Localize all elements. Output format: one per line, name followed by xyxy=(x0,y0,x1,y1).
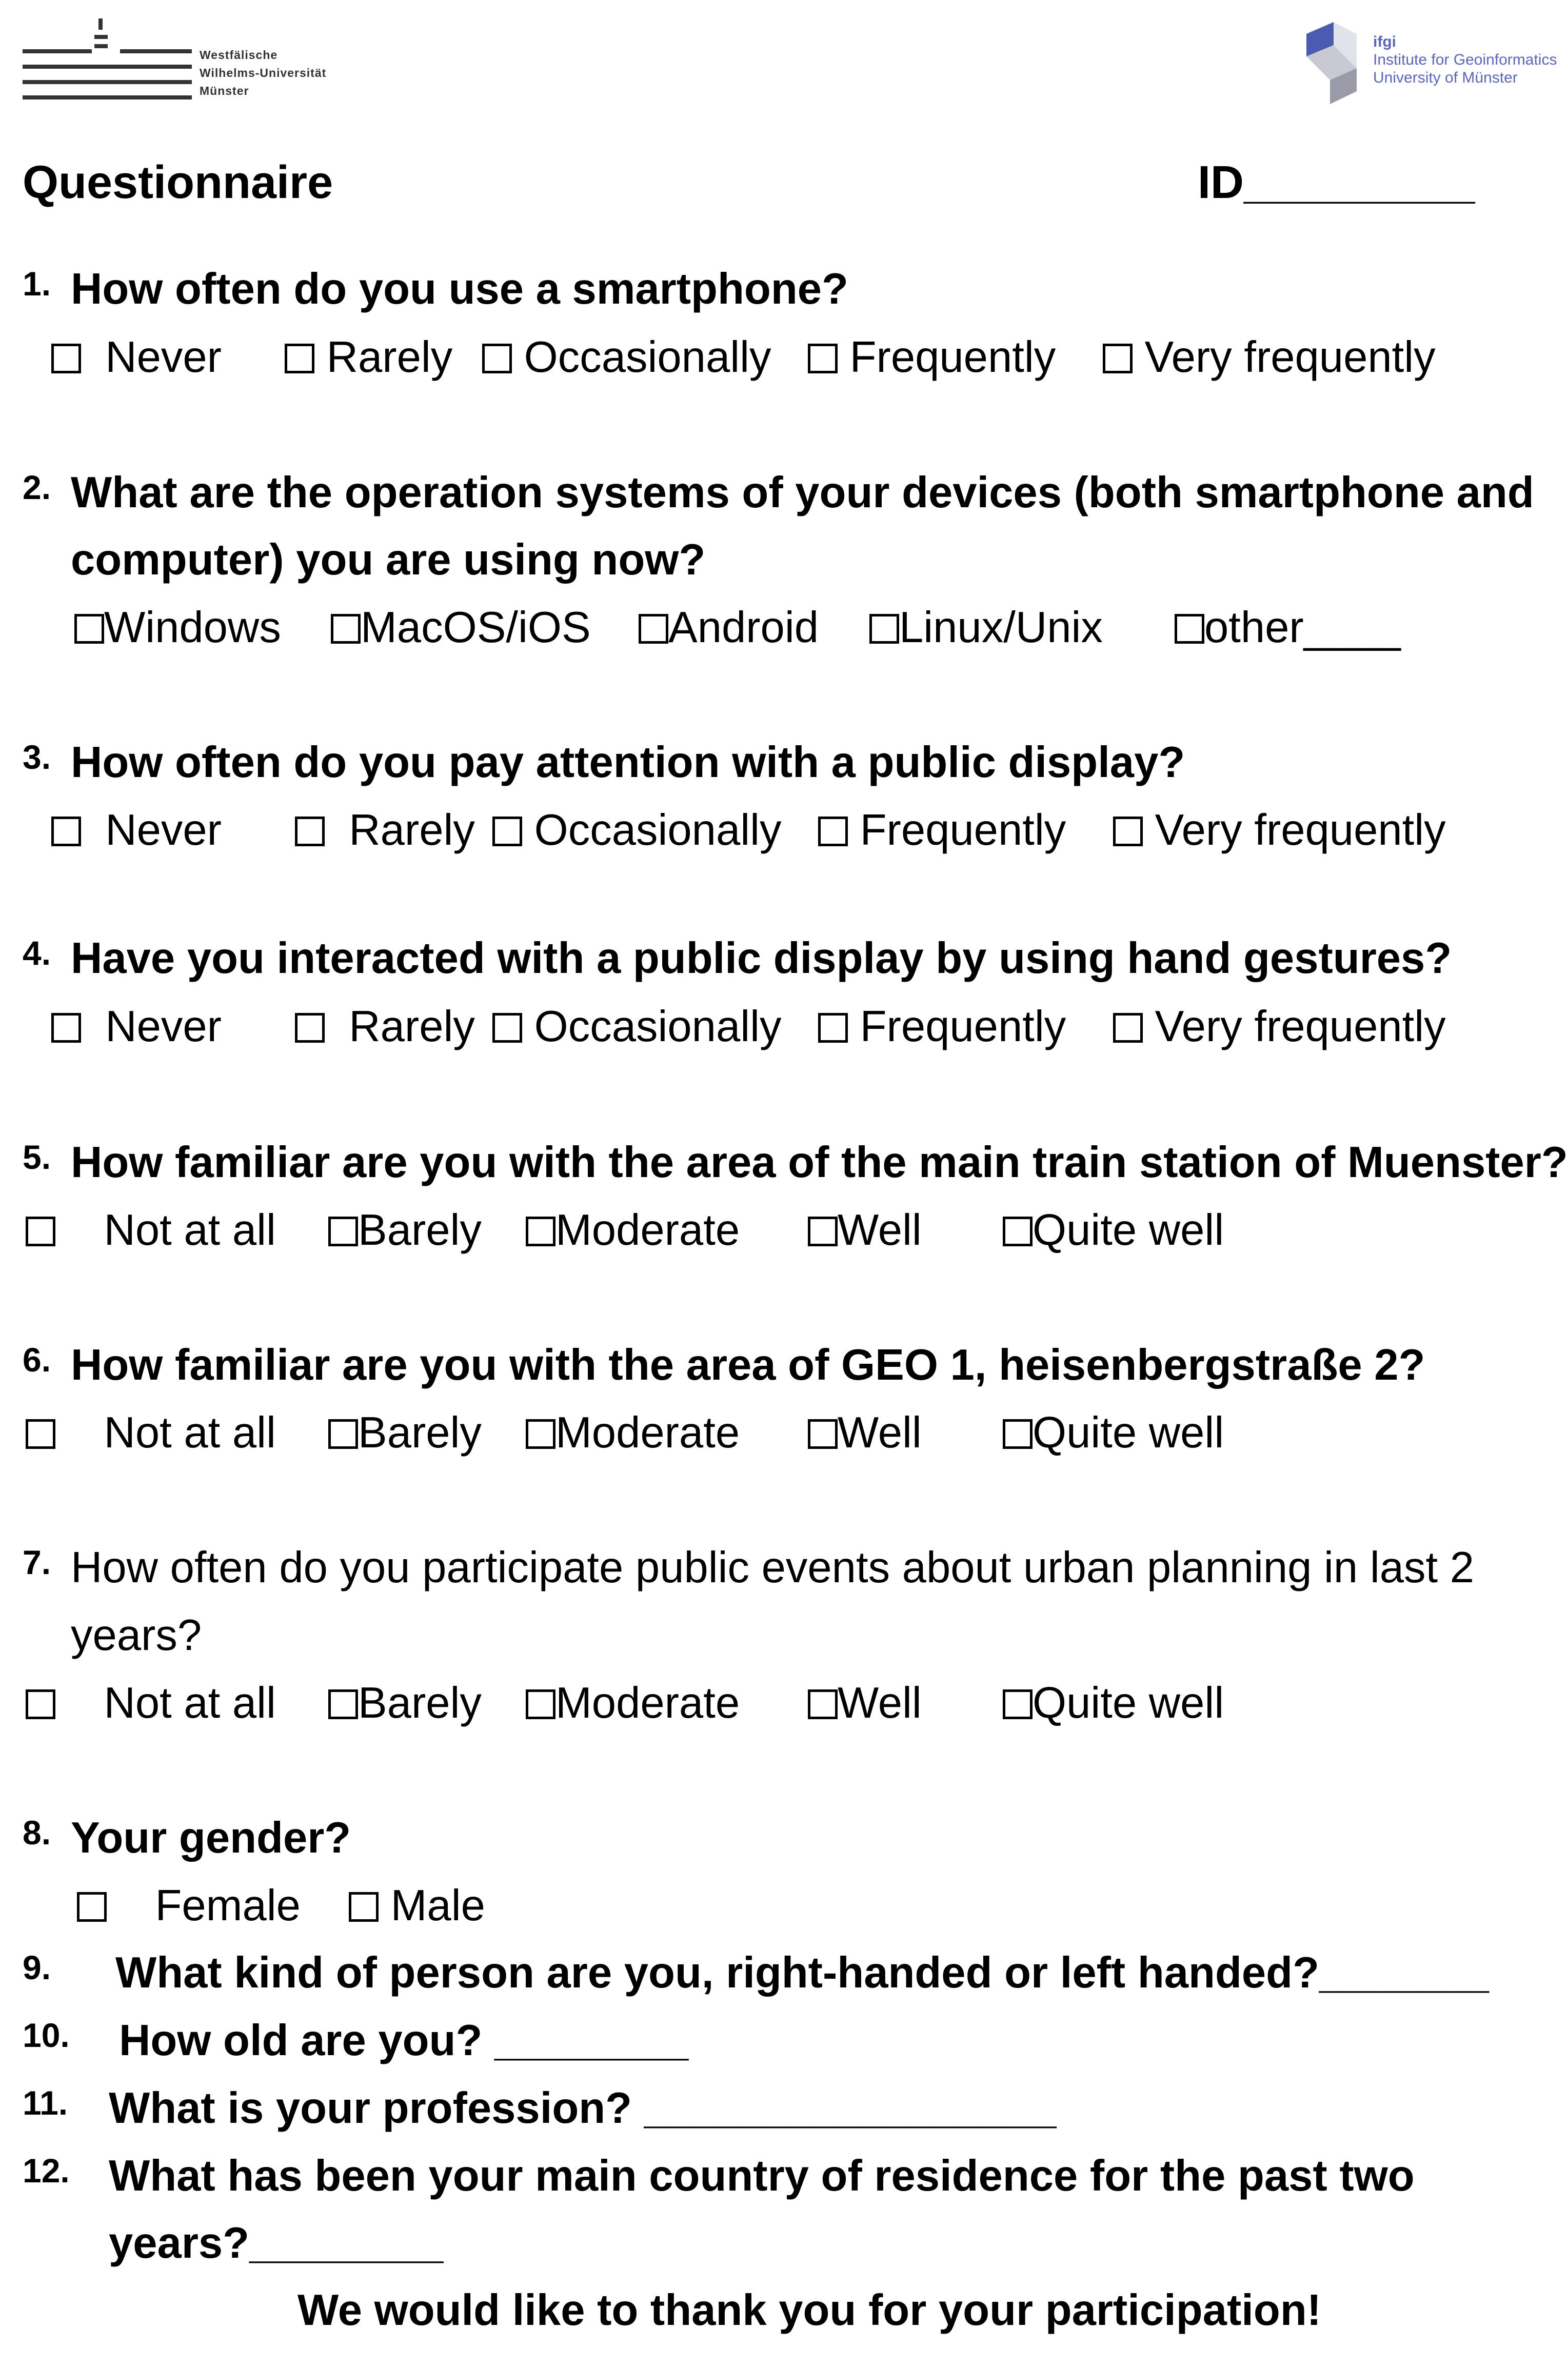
option-moderate[interactable]: Moderate xyxy=(526,1205,740,1256)
option-never[interactable]: Never xyxy=(51,1002,222,1052)
question-text: How familiar are you with the area of GEO 1, heisenbergstraße 2? xyxy=(71,1341,1425,1389)
question-text: computer) you are using now? xyxy=(71,535,706,584)
checkbox[interactable] xyxy=(526,1689,555,1719)
checkbox[interactable] xyxy=(285,344,314,373)
checkbox[interactable] xyxy=(808,344,838,373)
option-occasionally[interactable]: Occasionally xyxy=(482,332,771,383)
checkbox[interactable] xyxy=(818,817,848,846)
option-not-at-all[interactable]: Not at all xyxy=(26,1408,276,1458)
option-not-at-all[interactable]: Not at all xyxy=(26,1205,276,1256)
question-text: years? xyxy=(71,1611,202,1660)
checkbox[interactable] xyxy=(51,344,81,373)
checkbox[interactable] xyxy=(526,1217,555,1246)
option-frequently[interactable]: Frequently xyxy=(818,1002,1066,1052)
question-number: 5. xyxy=(23,1138,51,1176)
question-number: 7. xyxy=(23,1543,51,1581)
option-moderate[interactable]: Moderate xyxy=(526,1408,740,1458)
checkbox[interactable] xyxy=(1103,344,1133,373)
option-female[interactable]: Female xyxy=(77,1881,301,1931)
option-linux-unix[interactable]: Linux/Unix xyxy=(869,603,1103,653)
question-text: How often do you use a smartphone? xyxy=(71,265,848,313)
checkbox[interactable] xyxy=(526,1419,555,1449)
option-other[interactable]: other____ xyxy=(1175,603,1401,653)
checkbox[interactable] xyxy=(26,1689,55,1719)
question-text: What are the operation systems of your devices (both smartphone and xyxy=(71,468,1534,517)
checkbox[interactable] xyxy=(639,614,668,644)
ifgi-logo xyxy=(1305,19,1562,107)
checkbox[interactable] xyxy=(295,817,325,846)
option-windows[interactable]: Windows xyxy=(74,603,281,653)
checkbox[interactable] xyxy=(51,1013,81,1043)
option-male[interactable]: Male xyxy=(349,1881,485,1931)
checkbox[interactable] xyxy=(1113,1013,1143,1043)
question-number: 8. xyxy=(23,1814,51,1852)
option-quite-well[interactable]: Quite well xyxy=(1003,1678,1224,1728)
checkbox[interactable] xyxy=(26,1217,55,1246)
checkbox[interactable] xyxy=(1003,1689,1033,1719)
option-not-at-all[interactable]: Not at all xyxy=(26,1678,276,1728)
option-never[interactable]: Never xyxy=(51,805,222,855)
thank-you-note: We would like to thank you for your participation! xyxy=(297,2286,1322,2335)
question-text: Your gender? xyxy=(71,1814,351,1862)
checkbox[interactable] xyxy=(331,614,361,644)
question-number: 11. xyxy=(23,2084,68,2122)
question-text: How often do you pay attention with a public display? xyxy=(71,738,1185,787)
wwu-name: Westfälische Wilhelms-Universität Münster xyxy=(200,48,327,97)
checkbox[interactable] xyxy=(77,1892,107,1922)
option-rarely[interactable]: Rarely xyxy=(285,332,452,383)
option-rarely[interactable]: Rarely xyxy=(295,805,475,855)
question-number: 9. xyxy=(23,1948,51,1986)
checkbox[interactable] xyxy=(492,817,522,846)
checkbox[interactable] xyxy=(492,1013,522,1043)
checkbox[interactable] xyxy=(818,1013,848,1043)
question-text[interactable]: How old are you? ________ xyxy=(119,2016,689,2065)
checkbox[interactable] xyxy=(74,614,104,644)
checkbox[interactable] xyxy=(328,1689,358,1719)
page-title: Questionnaire xyxy=(23,157,333,208)
question-1 xyxy=(23,264,51,303)
option-frequently[interactable]: Frequently xyxy=(808,332,1056,383)
option-quite-well[interactable]: Quite well xyxy=(1003,1408,1224,1458)
option-very-frequently[interactable]: Very frequently xyxy=(1113,805,1446,855)
question-text: What has been your main country of residence for the past two xyxy=(109,2152,1415,2200)
option-well[interactable]: Well xyxy=(808,1678,922,1728)
question-number: 10. xyxy=(23,2016,70,2054)
option-android[interactable]: Android xyxy=(639,603,819,653)
question-text[interactable]: years?________ xyxy=(109,2219,444,2267)
option-very-frequently[interactable]: Very frequently xyxy=(1113,1002,1446,1052)
question-number: 3. xyxy=(23,738,51,776)
checkbox[interactable] xyxy=(349,1892,379,1922)
checkbox[interactable] xyxy=(328,1217,358,1246)
option-occasionally[interactable]: Occasionally xyxy=(492,805,782,855)
question-number: 6. xyxy=(23,1341,51,1379)
option-macos-ios[interactable]: MacOS/iOS xyxy=(331,603,591,653)
question-text: Have you interacted with a public display by using hand gestures? xyxy=(71,934,1452,983)
option-very-frequently[interactable]: Very frequently xyxy=(1103,332,1436,383)
wwu-logo xyxy=(23,14,351,102)
checkbox[interactable] xyxy=(26,1419,55,1449)
checkbox[interactable] xyxy=(328,1419,358,1449)
option-never[interactable]: Never xyxy=(51,332,222,383)
option-quite-well[interactable]: Quite well xyxy=(1003,1205,1224,1256)
ifgi-name: ifgi Institute for Geoinformatics University of Münster xyxy=(1373,33,1557,86)
checkbox[interactable] xyxy=(808,1689,838,1719)
checkbox[interactable] xyxy=(808,1419,838,1449)
checkbox[interactable] xyxy=(51,817,81,846)
option-rarely[interactable]: Rarely xyxy=(295,1002,475,1052)
checkbox[interactable] xyxy=(482,344,512,373)
checkbox[interactable] xyxy=(1003,1217,1033,1246)
checkbox[interactable] xyxy=(808,1217,838,1246)
option-well[interactable]: Well xyxy=(808,1205,922,1256)
question-text: How familiar are you with the area of the main train station of Muenster? xyxy=(71,1138,1568,1187)
question-text: How often do you participate public events about urban planning in last 2 xyxy=(71,1543,1474,1592)
question-text[interactable]: What kind of person are you, right-handed or left handed?_______ xyxy=(115,1948,1489,1997)
option-frequently[interactable]: Frequently xyxy=(818,805,1066,855)
ifgi-cube-icon xyxy=(1305,19,1362,107)
option-well[interactable]: Well xyxy=(808,1408,922,1458)
checkbox[interactable] xyxy=(1175,614,1204,644)
question-number: 12. xyxy=(23,2152,70,2190)
id-field[interactable]: ID_________ xyxy=(1198,157,1475,208)
wwu-emblem-icon xyxy=(23,14,192,102)
checkbox[interactable] xyxy=(295,1013,325,1043)
option-barely[interactable]: Barely xyxy=(328,1205,482,1256)
checkbox[interactable] xyxy=(1003,1419,1033,1449)
option-occasionally[interactable]: Occasionally xyxy=(492,1002,782,1052)
question-number: 2. xyxy=(23,468,51,506)
option-barely[interactable]: Barely xyxy=(328,1678,482,1728)
checkbox[interactable] xyxy=(869,614,899,644)
question-text[interactable]: What is your profession? _________________ xyxy=(109,2084,1057,2133)
option-barely[interactable]: Barely xyxy=(328,1408,482,1458)
question-number: 1. xyxy=(23,265,51,303)
option-moderate[interactable]: Moderate xyxy=(526,1678,740,1728)
checkbox[interactable] xyxy=(1113,817,1143,846)
question-number: 4. xyxy=(23,934,51,972)
